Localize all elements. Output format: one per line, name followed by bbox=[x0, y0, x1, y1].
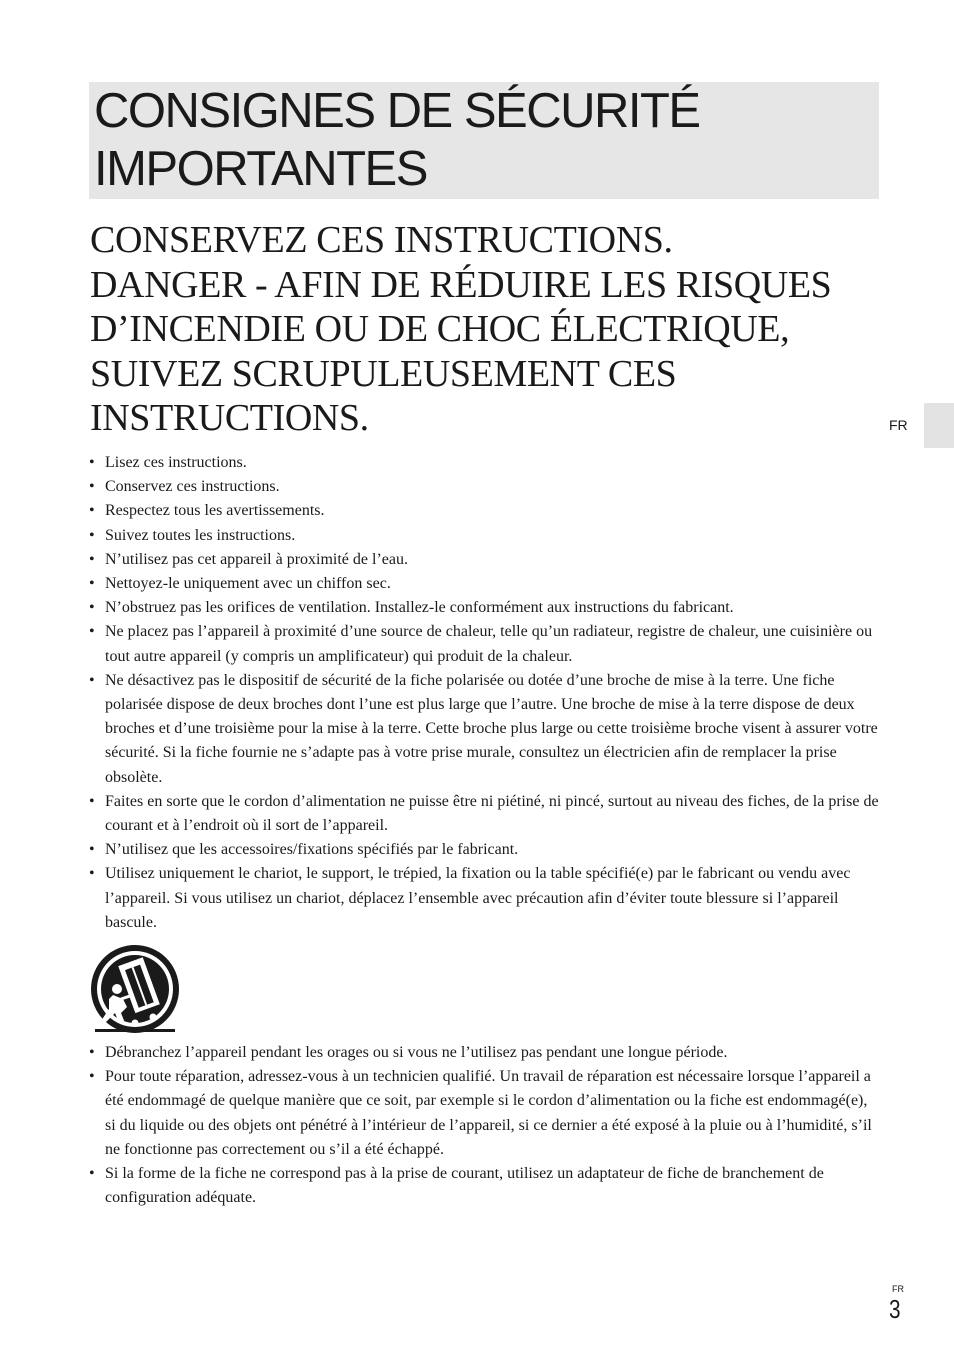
bullet-icon: • bbox=[89, 865, 95, 883]
bullet-icon: • bbox=[89, 550, 95, 568]
page-number: 3 bbox=[889, 1294, 901, 1324]
safety-list-2 bbox=[89, 1041, 879, 1210]
title-box bbox=[89, 82, 879, 199]
cart-tip-over-warning-icon bbox=[89, 943, 181, 1035]
language-tab bbox=[924, 403, 954, 448]
bullet-icon: • bbox=[89, 526, 95, 544]
list-item: • Conservez ces instructions. bbox=[89, 475, 879, 499]
bullet-icon: • bbox=[89, 575, 95, 593]
list-item: • Débranchez l’appareil pendant les orages ou si vous ne l’utilisez pas pendant une longue période. bbox=[89, 1041, 879, 1065]
bullet-icon: • bbox=[89, 792, 95, 810]
bullet-icon: • bbox=[89, 478, 95, 496]
safety-list-1 bbox=[89, 451, 879, 935]
list-item: • Pour toute réparation, adressez-vous à un technicien qualifié. Un travail de réparation est nécessaire lorsque l’appareil a été endommagé de quelque manière que ce soit, par exemple si le cordon d’alimentation ou la fiche est endommagé(e), si du liquide ou des objets ont pénétré à l’intérieur de l’appareil, si ce dernier a été exposé à la pluie ou à l’humidité, s’il ne fonctionne pas correctement ou s’il a été échappé. bbox=[89, 1065, 879, 1162]
footer-language: FR bbox=[892, 1284, 904, 1294]
bullet-icon: • bbox=[89, 1044, 95, 1061]
list-item: • Utilisez uniquement le chariot, le support, le trépied, la fixation ou la table spécifié(e) par le fabricant ou vendu avec l’appareil. Si vous utilisez un chariot, déplacez l’ensemble avec précaution afin d’éviter toute blessure si l’appareil bascule. bbox=[89, 862, 879, 935]
list-item: • Respectez tous les avertissements. bbox=[89, 499, 879, 523]
list-item: • N’utilisez pas cet appareil à proximité de l’eau. bbox=[89, 548, 879, 572]
list-item: • N’obstruez pas les orifices de ventilation. Installez-le conformément aux instructions du fabricant. bbox=[89, 596, 879, 620]
list-item: • Faites en sorte que le cordon d’alimentation ne puisse être ni piétiné, ni pincé, surtout au niveau des fiches, de la prise de courant et à l’endroit où il sort de l’appareil. bbox=[89, 790, 879, 838]
bullet-icon: • bbox=[89, 599, 95, 617]
bullet-icon: • bbox=[89, 502, 95, 520]
list-item: • Nettoyez-le uniquement avec un chiffon sec. bbox=[89, 572, 879, 596]
list-item: • Ne désactivez pas le dispositif de sécurité de la fiche polarisée ou dotée d’une broche de mise à la terre. Une fiche polarisée dispose de deux broches dont l’une est plus large que l’autre. Une broche de mise à la terre dispose de deux broches et d’une troisième pour la mise à la terre. Cette broche plus large ou cette troisième broche visent à assurer votre sécurité. Si la fiche fournie ne s’adapte pas à votre prise murale, consultez un électricien afin de remplacer la prise obsolète. bbox=[89, 669, 879, 790]
list-item: • N’utilisez que les accessoires/fixations spécifiés par le fabricant. bbox=[89, 838, 879, 862]
bullet-icon: • bbox=[89, 1165, 95, 1183]
list-item: • Si la forme de la fiche ne correspond pas à la prise de courant, utilisez un adaptateur de fiche de branchement de configuration adéquate. bbox=[89, 1162, 879, 1210]
list-item: • Ne placez pas l’appareil à proximité d’une source de chaleur, telle qu’un radiateur, registre de chaleur, une cuisinière ou tout autre appareil (y compris un amplificateur) qui produit de la chaleur. bbox=[89, 620, 879, 668]
bullet-icon: • bbox=[89, 454, 95, 471]
language-tab-label: FR bbox=[889, 417, 908, 433]
bullet-icon: • bbox=[89, 1068, 95, 1086]
bullet-icon: • bbox=[89, 841, 95, 859]
safety-subtitle: CONSERVEZ CES INSTRUCTIONS. DANGER - AFIN DE RÉDUIRE LES RISQUES D’INCENDIE OU DE CHOC ÉLECTRIQUE, SUIVEZ SCRUPULEUSEMENT CES INSTRUCTIONS. bbox=[90, 219, 832, 439]
list-item: • Lisez ces instructions. bbox=[89, 451, 879, 475]
list-item: • Suivez toutes les instructions. bbox=[89, 524, 879, 548]
bullet-icon: • bbox=[89, 623, 95, 641]
bullet-icon: • bbox=[89, 671, 95, 689]
page-title: CONSIGNES DE SÉCURITÉ IMPORTANTES bbox=[94, 84, 700, 196]
